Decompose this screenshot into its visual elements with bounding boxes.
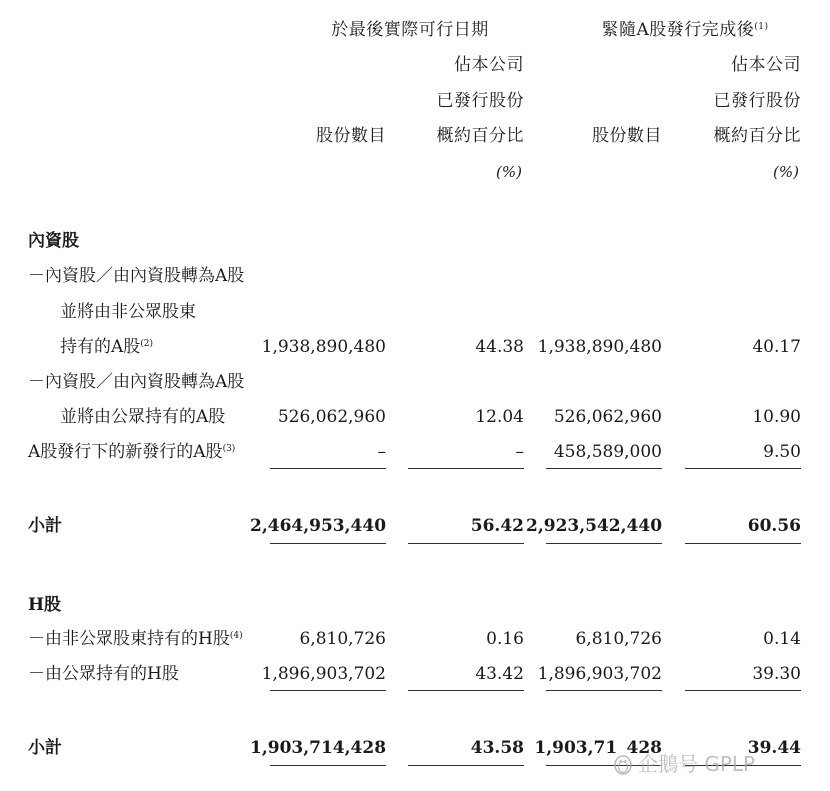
watermark	[612, 748, 822, 782]
header-pct-line1-col2: 佔本公司	[454, 55, 524, 75]
rule-hshares-subtotal-col1	[270, 765, 386, 766]
rule-hshares-col2	[408, 690, 524, 691]
header-pct-line3-col4: 概約百分比	[713, 126, 801, 146]
section-title-domestic: 內資股	[28, 231, 79, 251]
hshares-row1-value-pct2: 0.14	[763, 629, 801, 649]
hshares-row2-value-pct1: 43.42	[475, 664, 524, 684]
watermark-text: 企鵝号 GPLP	[638, 752, 756, 776]
domestic-row3-label: A股發行下的新發行的A股$^{(3)}$	[28, 442, 236, 462]
hshares-row1-label: －由非公眾股東持有的H股$^{(4)}$	[28, 629, 243, 649]
domestic-row2-label-line1: －內資股／由內資股轉為A股	[28, 372, 245, 392]
domestic-row2-value-pct1: 12.04	[475, 407, 524, 427]
domestic-row3-value-pct1: –	[515, 442, 524, 462]
hshares-subtotal-shares2: 1,903,71 428	[534, 738, 662, 758]
domestic-subtotal-pct2: 60.56	[747, 516, 801, 536]
rule-hshares-subtotal-col2	[408, 765, 524, 766]
hshares-row2-value-pct2: 39.30	[752, 664, 801, 684]
header-group-after-issue: 緊隨A股發行完成後$^{(1)}$	[601, 20, 769, 40]
rule-domestic-col1	[270, 468, 386, 469]
penguin-icon	[612, 753, 634, 775]
domestic-row1-label-line1: －內資股／由內資股轉為A股	[28, 266, 245, 286]
domestic-row1-label-line2: 並將由非公眾股東	[60, 302, 196, 322]
rule-hshares-col4	[685, 690, 801, 691]
rule-domestic-col4	[685, 468, 801, 469]
header-pct-unit-col2: (%)	[496, 163, 522, 181]
domestic-row1-value-pct2: 40.17	[752, 337, 801, 357]
hshares-subtotal-pct2: 39.44	[747, 738, 801, 758]
domestic-row1-value-shares1: 1,938,890,480	[261, 337, 386, 357]
domestic-row1-value-pct1: 44.38	[475, 337, 524, 357]
hshares-row1-value-shares2: 6,810,726	[575, 629, 662, 649]
domestic-row2-value-pct2: 10.90	[752, 407, 801, 427]
rule-domestic-subtotal-col2	[408, 543, 524, 544]
header-shares-col1: 股份數目	[316, 126, 386, 146]
domestic-row2-value-shares2: 526,062,960	[553, 407, 662, 427]
header-pct-line3-col2: 概約百分比	[436, 126, 524, 146]
hshares-subtotal-label: 小計	[28, 738, 62, 758]
domestic-row2-value-shares1: 526,062,960	[277, 407, 386, 427]
rule-domestic-subtotal-col1	[270, 543, 386, 544]
section-title-hshares: H股	[28, 595, 62, 615]
header-pct-unit-col4: (%)	[773, 163, 799, 181]
header-pct-line1-col4: 佔本公司	[731, 55, 801, 75]
domestic-subtotal-label: 小計	[28, 516, 62, 536]
hshares-row2-value-shares1: 1,896,903,702	[261, 664, 386, 684]
hshares-row1-value-pct1: 0.16	[486, 629, 524, 649]
header-shares-col3: 股份數目	[592, 126, 662, 146]
rule-domestic-subtotal-col4	[685, 543, 801, 544]
domestic-row3-value-shares2: 458,589,000	[553, 442, 662, 462]
rule-hshares-col3	[546, 690, 662, 691]
domestic-subtotal-shares1: 2,464,953,440	[250, 516, 387, 536]
domestic-row3-value-shares1: –	[377, 442, 386, 462]
domestic-subtotal-shares2: 2,923,542,440	[526, 516, 663, 536]
domestic-subtotal-pct1: 56.42	[470, 516, 524, 536]
rule-hshares-col1	[270, 690, 386, 691]
rule-domestic-col2	[408, 468, 524, 469]
domestic-row2-label-line2: 並將由公眾持有的A股	[60, 407, 226, 427]
hshares-subtotal-shares1: 1,903,714,428	[250, 738, 387, 758]
domestic-row1-value-shares2: 1,938,890,480	[537, 337, 662, 357]
rule-domestic-col3	[546, 468, 662, 469]
header-group-latest-date: 於最後實際可行日期	[331, 20, 489, 40]
header-pct-line2-col4: 已發行股份	[713, 91, 801, 111]
hshares-row1-value-shares1: 6,810,726	[299, 629, 386, 649]
domestic-row1-label-line3: 持有的A股$^{(2)}$	[60, 337, 154, 357]
hshares-row2-label: －由公眾持有的H股	[28, 664, 179, 684]
rule-domestic-subtotal-col3	[546, 543, 662, 544]
domestic-row3-value-pct2: 9.50	[763, 442, 801, 462]
header-pct-line2-col2: 已發行股份	[436, 91, 524, 111]
hshares-row2-value-shares2: 1,896,903,702	[537, 664, 662, 684]
hshares-subtotal-pct1: 43.58	[470, 738, 524, 758]
